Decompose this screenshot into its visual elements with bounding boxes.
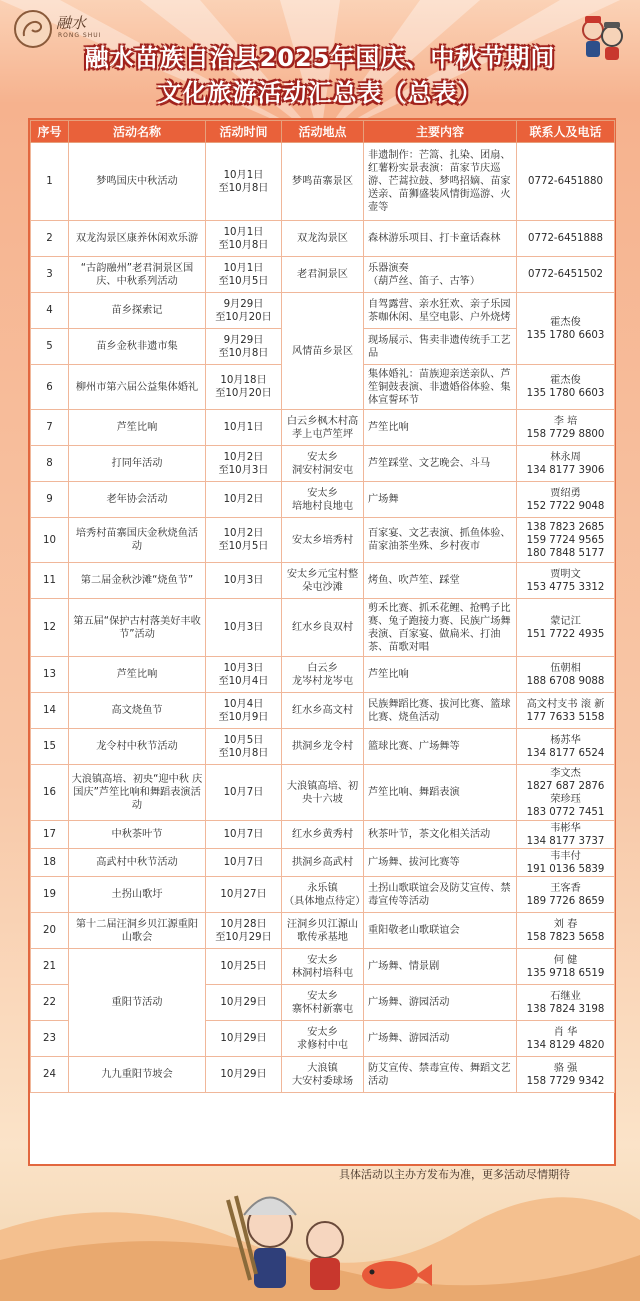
table-row	[31, 849, 615, 877]
cell-time: 10月7日	[206, 849, 282, 877]
cell-contact: 李 培 158 7729 8800	[517, 410, 615, 446]
cell-contact: 何 健 135 9718 6519	[517, 949, 615, 985]
cell-time: 10月1日	[206, 410, 282, 446]
cell-name: 大浪镇高培、初央“迎中秋 庆国庆”芦笙比响和舞蹈表演活动	[69, 765, 206, 821]
cell-name: 高武村中秋节活动	[69, 849, 206, 877]
table-row	[31, 693, 615, 729]
cell-name: 打同年活动	[69, 446, 206, 482]
cell-time: 10月4日 至10月9日	[206, 693, 282, 729]
table-row	[31, 949, 615, 985]
cell-time: 10月2日 至10月3日	[206, 446, 282, 482]
cell-place: 安太乡 寨怀村新寨屯	[282, 985, 364, 1021]
cell-time: 10月28日 至10月29日	[206, 913, 282, 949]
table-row	[31, 913, 615, 949]
cell-no: 8	[31, 446, 69, 482]
cell-content: 烤鱼、吹芦笙、踩堂	[364, 563, 517, 599]
header-no: 序号	[31, 121, 69, 143]
cell-no: 17	[31, 821, 69, 849]
cell-time: 10月3日 至10月4日	[206, 657, 282, 693]
cell-content: 广场舞、拔河比赛等	[364, 849, 517, 877]
cell-place: 拱洞乡高武村	[282, 849, 364, 877]
cell-time: 9月29日 至10月20日	[206, 293, 282, 329]
table-row	[31, 877, 615, 913]
cell-name: 龙令村中秋节活动	[69, 729, 206, 765]
cell-content: 芦笙比响	[364, 410, 517, 446]
mascot-elder-icon	[307, 1222, 343, 1290]
cell-name: 土拐山歌圩	[69, 877, 206, 913]
cell-no: 22	[31, 985, 69, 1021]
cell-contact: 霍杰俊 135 1780 6603	[517, 293, 615, 365]
cell-place: 白云乡枫木村高孝上屯芦笙坪	[282, 410, 364, 446]
cell-contact: 刘 春 158 7823 5658	[517, 913, 615, 949]
cell-content: 广场舞、游园活动	[364, 985, 517, 1021]
cell-place: 白云乡 龙岑村龙岑屯	[282, 657, 364, 693]
page-title-line-1: 融水苗族自治县2025年国庆、中秋节期间	[84, 44, 556, 72]
cell-no: 15	[31, 729, 69, 765]
cell-time: 9月29日 至10月8日	[206, 329, 282, 365]
table-row	[31, 518, 615, 563]
cell-time: 10月7日	[206, 765, 282, 821]
cell-content: 剪禾比赛、抓禾花鲤、抢鸭子比赛、兔子跑接力赛、民族广场舞表演、百家宴、做扁米、打油茶、苗歌对唱	[364, 599, 517, 657]
cell-time: 10月3日	[206, 563, 282, 599]
table-row	[31, 599, 615, 657]
cell-content: 秋茶叶节，茶文化相关活动	[364, 821, 517, 849]
cell-place: 安太乡 林洞村培科屯	[282, 949, 364, 985]
cell-place: 安太乡 求修村中屯	[282, 1021, 364, 1057]
cell-place: 红水乡黄秀村	[282, 821, 364, 849]
cell-content: 集体婚礼：苗族迎亲送亲队、芦笙铜鼓表演、非遗婚俗体验、集体宣誓环节	[364, 365, 517, 410]
table-row	[31, 257, 615, 293]
cell-place: 梦鸣苗寨景区	[282, 143, 364, 221]
cell-content: 现场展示、售卖非遗传统手工艺品	[364, 329, 517, 365]
cell-time: 10月2日 至10月5日	[206, 518, 282, 563]
cell-content: 土拐山歌联谊会及防艾宣传、禁毒宣传等活动	[364, 877, 517, 913]
decorative-landscape	[0, 1170, 640, 1301]
cell-content: 广场舞、情景剧	[364, 949, 517, 985]
activity-table	[30, 120, 615, 1093]
cell-contact: 高文村支书 滚 新 177 7633 5158	[517, 693, 615, 729]
cell-place: 安太乡 洞安村洞安屯	[282, 446, 364, 482]
cell-time: 10月29日	[206, 1057, 282, 1093]
cell-content: 广场舞、游园活动	[364, 1021, 517, 1057]
cell-name: 重阳节活动	[69, 949, 206, 1057]
cell-time: 10月2日	[206, 482, 282, 518]
cell-name: 第十二届汪洞乡贝江源重阳山歌会	[69, 913, 206, 949]
cell-name: 高文烧鱼节	[69, 693, 206, 729]
cell-name: 芦笙比响	[69, 410, 206, 446]
header-time: 活动时间	[206, 121, 282, 143]
header-place: 活动地点	[282, 121, 364, 143]
cell-no: 16	[31, 765, 69, 821]
cell-no: 6	[31, 365, 69, 410]
cell-name: 苗乡探索记	[69, 293, 206, 329]
activity-table-container	[28, 118, 616, 1166]
cell-contact: 石继业 138 7824 3198	[517, 985, 615, 1021]
cell-contact: 0772-6451880	[517, 143, 615, 221]
cell-place: 拱洞乡龙令村	[282, 729, 364, 765]
table-row	[31, 221, 615, 257]
cell-place: 红水乡高文村	[282, 693, 364, 729]
cell-no: 21	[31, 949, 69, 985]
cell-place: 安太乡元宝村整朵屯沙滩	[282, 563, 364, 599]
cell-contact: 伍朝相 188 6708 9088	[517, 657, 615, 693]
cell-name: 第二届金秋沙滩“烧鱼节”	[69, 563, 206, 599]
cell-time: 10月27日	[206, 877, 282, 913]
table-row	[31, 410, 615, 446]
cell-place: 老君洞景区	[282, 257, 364, 293]
cell-name: 双龙沟景区康养休闲欢乐游	[69, 221, 206, 257]
cell-place: 汪洞乡贝江源山歌传承基地	[282, 913, 364, 949]
cell-time: 10月29日	[206, 1021, 282, 1057]
cell-name: 苗乡金秋非遗市集	[69, 329, 206, 365]
cell-no: 11	[31, 563, 69, 599]
cell-no: 3	[31, 257, 69, 293]
cell-no: 13	[31, 657, 69, 693]
cell-time: 10月3日	[206, 599, 282, 657]
cell-no: 7	[31, 410, 69, 446]
cell-no: 1	[31, 143, 69, 221]
cell-time: 10月5日 至10月8日	[206, 729, 282, 765]
footer-note: 具体活动以主办方发布为准，更多活动尽情期待	[339, 1168, 570, 1181]
cell-place: 大浪镇高培、初央十六坡	[282, 765, 364, 821]
cell-contact: 贾绍勇 152 7722 9048	[517, 482, 615, 518]
cell-contact: 杨苏华 134 8177 6524	[517, 729, 615, 765]
cell-place: 红水乡良双村	[282, 599, 364, 657]
table-header-row	[31, 121, 615, 143]
cell-content: 篮球比赛、广场舞等	[364, 729, 517, 765]
cell-place: 永乐镇 （具体地点待定）	[282, 877, 364, 913]
table-row	[31, 482, 615, 518]
cell-no: 4	[31, 293, 69, 329]
cell-no: 10	[31, 518, 69, 563]
cell-contact: 李文杰 1827 687 2876 荣珍珏 183 0772 7451	[517, 765, 615, 821]
cell-content: 芦笙比响、舞蹈表演	[364, 765, 517, 821]
table-row	[31, 765, 615, 821]
cell-name: 芦笙比响	[69, 657, 206, 693]
cell-content: 自驾露营、亲水狂欢、亲子乐园茶咖休闲、星空电影、户外烧烤	[364, 293, 517, 329]
table-row	[31, 563, 615, 599]
table-row	[31, 1057, 615, 1093]
cell-place: 大浪镇 大安村委球场	[282, 1057, 364, 1093]
cell-no: 9	[31, 482, 69, 518]
cell-time: 10月1日 至10月8日	[206, 221, 282, 257]
cell-no: 2	[31, 221, 69, 257]
cell-content: 防艾宣传、禁毒宣传、舞蹈文艺活动	[364, 1057, 517, 1093]
cell-place: 双龙沟景区	[282, 221, 364, 257]
logo-subtext: RONG SHUI	[58, 32, 102, 39]
table-row	[31, 821, 615, 849]
cell-place: 风情苗乡景区	[282, 293, 364, 410]
cell-contact: 霍杰俊 135 1780 6603	[517, 365, 615, 410]
cell-content: 民族舞蹈比赛、拔河比赛、篮球比赛、烧鱼活动	[364, 693, 517, 729]
cell-name: “古韵融州”老君洞景区国庆、中秋系列活动	[69, 257, 206, 293]
table-row	[31, 293, 615, 329]
cell-contact: 韦丰付 191 0136 5839	[517, 849, 615, 877]
cell-no: 12	[31, 599, 69, 657]
cell-contact: 林永周 134 8177 3906	[517, 446, 615, 482]
cell-no: 19	[31, 877, 69, 913]
table-row	[31, 446, 615, 482]
cell-contact: 贾明文 153 4775 3312	[517, 563, 615, 599]
cell-content: 非遗制作：芒篙、扎染、团扇、红薯粉实景表演：苗家节庆巡游、芒蒿拉鼓、梦鸣招嫡、苗家送亲、苗狮盛装风情街巡游、火壶等	[364, 143, 517, 221]
cell-contact: 138 7823 2685 159 7724 9565 180 7848 5177	[517, 518, 615, 563]
table-row	[31, 143, 615, 221]
cell-contact: 王客香 189 7726 8659	[517, 877, 615, 913]
header-contact: 联系人及电话	[517, 121, 615, 143]
cell-content: 森林游乐项目、打卡童话森林	[364, 221, 517, 257]
cell-contact: 骆 强 158 7729 9342	[517, 1057, 615, 1093]
cell-content: 广场舞	[364, 482, 517, 518]
cell-contact: 肖 华 134 8129 4820	[517, 1021, 615, 1057]
cell-time: 10月1日 至10月5日	[206, 257, 282, 293]
cell-contact: 蒙记江 151 7722 4935	[517, 599, 615, 657]
cell-name: 柳州市第六届公益集体婚礼	[69, 365, 206, 410]
cell-content: 乐器演奏 （葫芦丝、笛子、古筝）	[364, 257, 517, 293]
cell-contact: 韦彬华 134 8177 3737	[517, 821, 615, 849]
cell-name: 九九重阳节坡会	[69, 1057, 206, 1093]
cell-no: 18	[31, 849, 69, 877]
cell-content: 芦笙踩堂、文艺晚会、斗马	[364, 446, 517, 482]
table-row	[31, 729, 615, 765]
cell-content: 芦笙比响	[364, 657, 517, 693]
cell-time: 10月25日	[206, 949, 282, 985]
cell-name: 老年协会活动	[69, 482, 206, 518]
cell-no: 24	[31, 1057, 69, 1093]
cell-no: 5	[31, 329, 69, 365]
table-body	[31, 143, 615, 1093]
cell-place: 安太乡培秀村	[282, 518, 364, 563]
cell-place: 安太乡 培地村良地屯	[282, 482, 364, 518]
cell-content: 重阳敬老山歌联谊会	[364, 913, 517, 949]
cell-no: 14	[31, 693, 69, 729]
page-title-line-2: 文化旅游活动汇总表（总表）	[157, 79, 483, 107]
cell-time: 10月7日	[206, 821, 282, 849]
table-row	[31, 657, 615, 693]
header-content: 主要内容	[364, 121, 517, 143]
header-name: 活动名称	[69, 121, 206, 143]
cell-time: 10月18日 至10月20日	[206, 365, 282, 410]
cell-name: 第五届“保护古村落美好丰收节”活动	[69, 599, 206, 657]
cell-contact: 0772-6451888	[517, 221, 615, 257]
cell-contact: 0772-6451502	[517, 257, 615, 293]
cell-no: 20	[31, 913, 69, 949]
cell-name: 中秋茶叶节	[69, 821, 206, 849]
cell-time: 10月1日 至10月8日	[206, 143, 282, 221]
cell-name: 培秀村苗寨国庆金秋烧鱼活动	[69, 518, 206, 563]
cell-time: 10月29日	[206, 985, 282, 1021]
cell-content: 百家宴、文艺表演、抓鱼体验、苗家油茶坐殊、乡村夜市	[364, 518, 517, 563]
logo-text: 融水	[56, 14, 87, 32]
cell-name: 梦鸣国庆中秋活动	[69, 143, 206, 221]
cell-no: 23	[31, 1021, 69, 1057]
